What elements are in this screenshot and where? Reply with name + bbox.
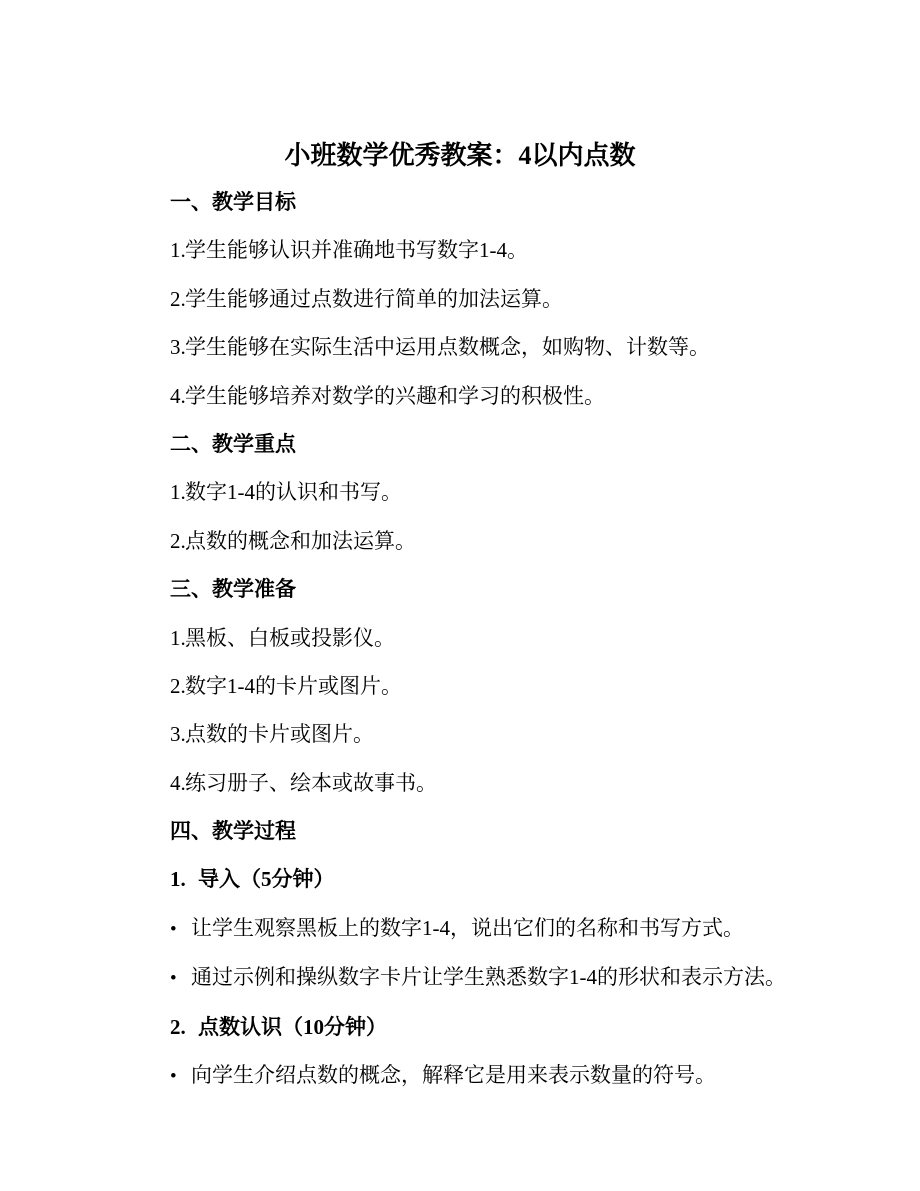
list-item [170, 625, 880, 652]
list-item-text: 学生能够培养对数学的兴趣和学习的积极性。 [185, 383, 605, 408]
bullet-item-text: 让学生观察黑板上的数字1-4，说出它们的名称和书写方式。 [191, 915, 744, 940]
list-item [170, 721, 880, 748]
item-number: 2. [170, 528, 186, 553]
item-number: 1. [170, 625, 186, 650]
list-item [170, 334, 880, 361]
bullet-item [170, 964, 880, 992]
list-item [170, 673, 880, 700]
step-heading-intro [170, 866, 880, 893]
section-heading-goals: 一、教学目标 [170, 190, 296, 214]
list-item [170, 770, 880, 797]
bullet-item [170, 1062, 880, 1090]
step-heading-text: 导入（5分钟） [198, 867, 335, 892]
item-number: 4. [170, 383, 186, 408]
list-item [170, 237, 880, 264]
step-number: 1. [170, 867, 186, 892]
document-title: 小班数学优秀教案：4以内点数 [284, 141, 636, 170]
list-item-text: 点数的概念和加法运算。 [185, 528, 416, 553]
bullet-item-text: 向学生介绍点数的概念，解释它是用来表示数量的符号。 [191, 1063, 716, 1088]
bullet-icon: • [170, 1066, 177, 1088]
bullet-item-text: 通过示例和操纵数字卡片让学生熟悉数字1-4的形状和表示方法。 [191, 965, 786, 990]
step-heading-counting [170, 1014, 880, 1041]
list-item-text: 练习册子、绘本或故事书。 [185, 770, 437, 795]
item-number: 1. [170, 238, 186, 263]
list-item-text: 黑板、白板或投影仪。 [185, 625, 395, 650]
item-number: 3. [170, 335, 186, 360]
item-number: 4. [170, 770, 186, 795]
section-heading-process: 四、教学过程 [170, 819, 296, 844]
list-item [170, 528, 880, 555]
section-heading-key-points: 二、教学重点 [170, 431, 296, 456]
list-item-text: 学生能够认识并准确地书写数字1-4。 [185, 238, 528, 263]
item-number: 2. [170, 673, 186, 698]
item-number: 3. [170, 722, 186, 747]
list-item-text: 学生能够通过点数进行简单的加法运算。 [185, 286, 563, 311]
list-item [170, 479, 880, 506]
bullet-icon: • [170, 968, 177, 990]
list-item [170, 383, 880, 410]
list-item-text: 点数的卡片或图片。 [185, 722, 374, 747]
item-number: 1. [170, 480, 186, 505]
list-item-text: 数字1-4的卡片或图片。 [185, 673, 402, 698]
bullet-item [170, 915, 880, 943]
list-item [170, 286, 880, 313]
item-number: 2. [170, 286, 186, 311]
step-heading-text: 点数认识（10分钟） [198, 1014, 387, 1039]
list-item-text: 数字1-4的认识和书写。 [185, 480, 402, 505]
bullet-icon: • [170, 918, 177, 940]
step-number: 2. [170, 1014, 186, 1039]
list-item-text: 学生能够在实际生活中运用点数概念，如购物、计数等。 [185, 335, 710, 360]
section-heading-preparation: 三、教学准备 [170, 577, 296, 602]
